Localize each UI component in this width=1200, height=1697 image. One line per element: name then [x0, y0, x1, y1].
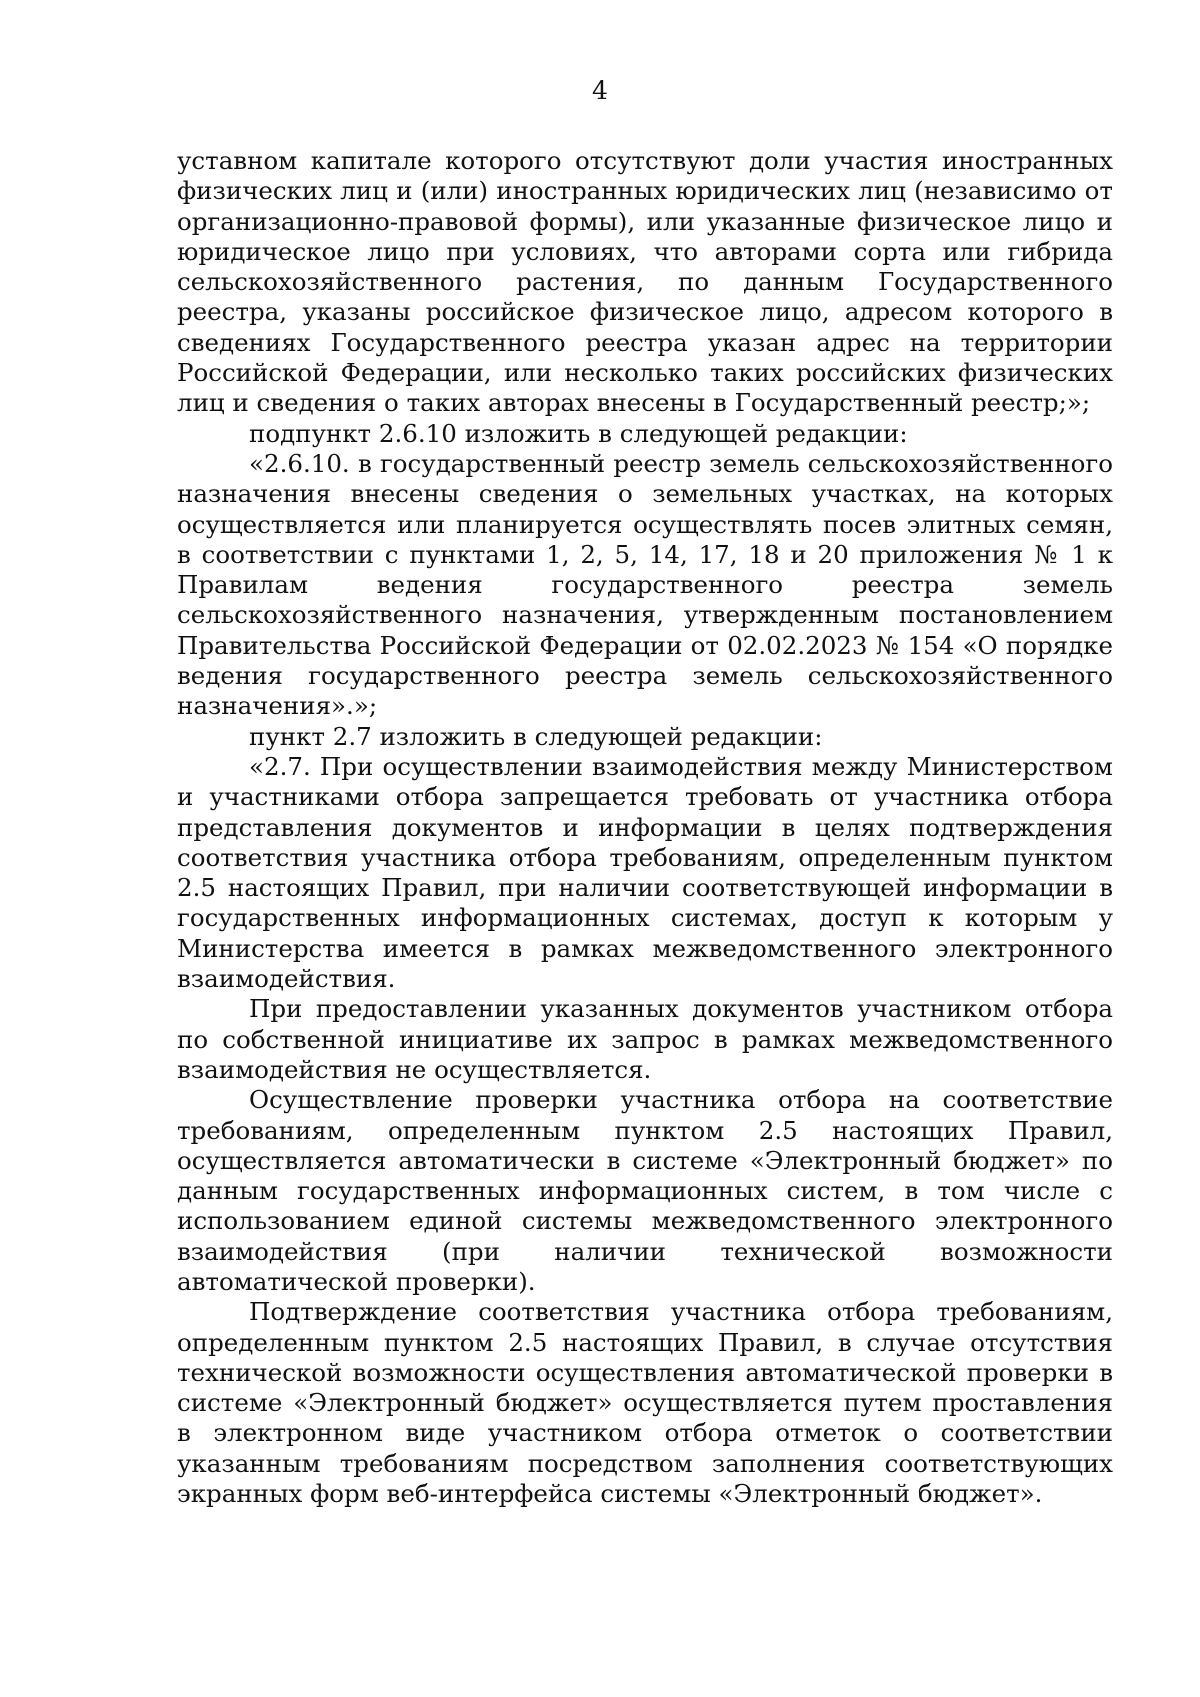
page-number: 4: [592, 76, 608, 105]
paragraph-manual-confirmation: Подтверждение соответствия участника отбора требованиям, определенным пунктом 2.5 настоящих Правил, в случае отсутствия технической возможности осуществления автоматической проверки в системе «Электронный бюджет» осуществляется путем проставления в электронном виде участником отбора отметок о соответствии указанным требованиям посредством заполнения соответствующих экранных форм веб-интерфейса системы «Электронный бюджет».: [177, 1297, 1113, 1509]
paragraph-automatic-check: Осуществление проверки участника отбора на соответствие требованиям, определенным пунктом 2.5 настоящих Правил, осуществляется автоматически в системе «Электронный бюджет» по данным государственных информационных систем, в том числе с использованием единой системы межведомственного электронного взаимодействия (при наличии технической возможности автоматической проверки).: [177, 1085, 1113, 1296]
paragraph-continuation: уставном капитале которого отсутствуют доли участия иностранных физических лиц и (или) иностранных юридических лиц (независимо от организационно-правовой формы), или указанные физическое лицо и юридическое лицо при условиях, что авторами сорта или гибрида сельскохозяйственного растения, по данным Государственного реестра, указаны российское физическое лицо, адресом которого в сведениях Государственного реестра указан адрес на территории Российской Федерации, или несколько таких российских физических лиц и сведения о таких авторах внесены в Государственный реестр;»;: [177, 146, 1113, 418]
paragraph-amendment-instruction-2-6-10: подпункт 2.6.10 изложить в следующей редакции:: [249, 418, 908, 448]
paragraph-amendment-instruction-2-7: пункт 2.7 изложить в следующей редакции:: [249, 721, 823, 751]
paragraph-clause-2-7: «2.7. При осуществлении взаимодействия между Министерством и участниками отбора запрещается требовать от участника отбора представления документов и информации в целях подтверждения соответствия участника отбора требованиям, определенным пунктом 2.5 настоящих Правил, при наличии соответствующей информации в государственных информационных системах, доступ к которым у Министерства имеется в рамках межведомственного электронного взаимодействия.: [177, 751, 1113, 994]
paragraph-clause-2-6-10: «2.6.10. в государственный реестр земель сельскохозяйственного назначения внесены сведения о земельных участках, на которых осуществляется или планируется осуществлять посев элитных семян, в соответствии с пунктами 1, 2, 5, 14, 17, 18 и 20 приложения № 1 к Правилам ведения государственного реестра земель сельскохозяйственного назначения, утвержденным постановлением Правительства Российской Федерации от 02.02.2023 № 154 «О порядке ведения государственного реестра земель сельскохозяйственного назначения».»;: [177, 448, 1113, 721]
paragraph-documents-initiative: При предоставлении указанных документов участником отбора по собственной инициативе их запрос в рамках межведомственного взаимодействия не осуществляется.: [177, 994, 1113, 1084]
document-body: [177, 146, 1113, 1509]
